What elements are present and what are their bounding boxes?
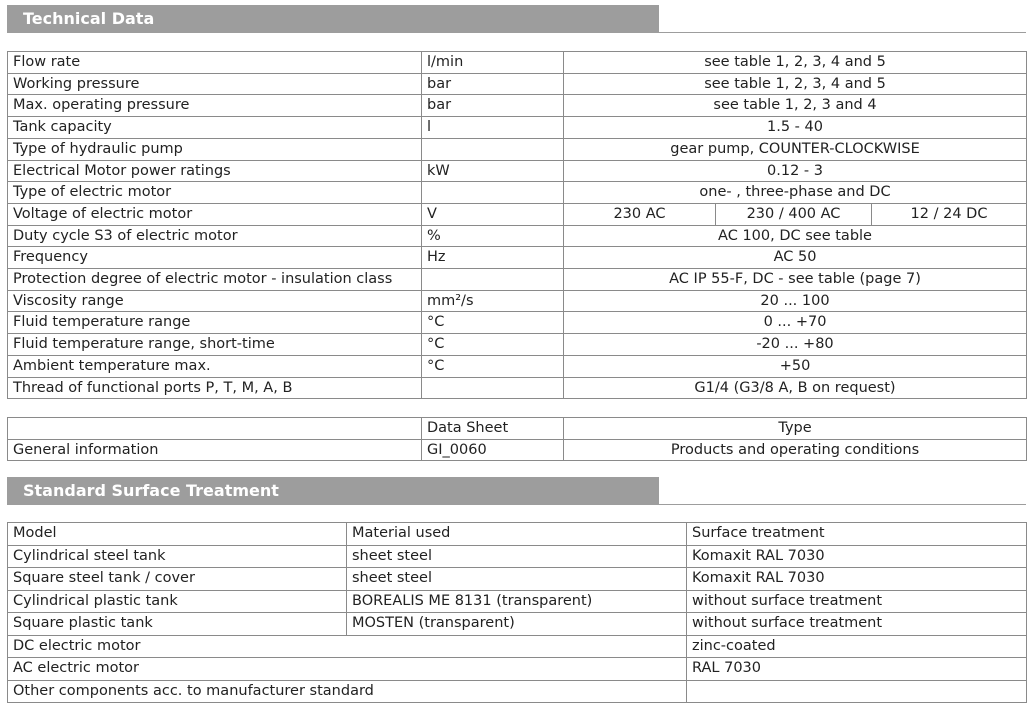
model-cell: Square steel tank / cover — [8, 568, 347, 591]
value-cell: -20 ... +80 — [564, 334, 1027, 356]
unit-cell: °C — [422, 312, 564, 334]
header-bar — [7, 477, 659, 505]
table-row — [8, 247, 1027, 269]
table-row — [8, 658, 1027, 681]
property-label: Flow rate — [8, 52, 422, 74]
property-label: Fluid temperature range, short-time — [8, 334, 422, 356]
treatment-cell: zinc-coated — [687, 635, 1027, 658]
value-cell: AC 50 — [564, 247, 1027, 269]
datasheet-table — [7, 417, 1027, 461]
header-rule — [659, 504, 1026, 505]
unit-cell: Hz — [422, 247, 564, 269]
table-row — [8, 312, 1027, 334]
unit-cell — [422, 138, 564, 160]
section-title: Standard Surface Treatment — [23, 481, 279, 500]
unit-cell: °C — [422, 355, 564, 377]
table-header-row — [8, 523, 1027, 546]
value-cell: 0.12 - 3 — [564, 160, 1027, 182]
value-cell: gear pump, COUNTER-CLOCKWISE — [564, 138, 1027, 160]
value-cell: see table 1, 2, 3 and 4 — [564, 95, 1027, 117]
unit-cell: bar — [422, 73, 564, 95]
table-row — [8, 355, 1027, 377]
table-row — [8, 680, 1027, 703]
table-row — [8, 138, 1027, 160]
value-cell: AC 100, DC see table — [564, 225, 1027, 247]
property-label: Working pressure — [8, 73, 422, 95]
model-cell: DC electric motor — [8, 635, 687, 658]
value-cell: 0 ... +70 — [564, 312, 1027, 334]
header-cell: Material used — [347, 523, 687, 546]
header-bar — [7, 5, 659, 33]
unit-cell: l/min — [422, 52, 564, 74]
property-label: Protection degree of electric motor - insulation class — [8, 269, 422, 291]
unit-cell: % — [422, 225, 564, 247]
property-label: Electrical Motor power ratings — [8, 160, 422, 182]
property-label: Tank capacity — [8, 117, 422, 139]
value-cell: one- , three-phase and DC — [564, 182, 1027, 204]
material-cell: BOREALIS ME 8131 (transparent) — [347, 590, 687, 613]
property-label: Duty cycle S3 of electric motor — [8, 225, 422, 247]
model-cell: Cylindrical steel tank — [8, 545, 347, 568]
technical-data-header — [7, 5, 1026, 33]
unit-cell: kW — [422, 160, 564, 182]
table-row — [8, 613, 1027, 636]
table-row — [8, 225, 1027, 247]
property-label: Viscosity range — [8, 290, 422, 312]
table-row — [8, 590, 1027, 613]
unit-cell — [422, 182, 564, 204]
value-cell: G1/4 (G3/8 A, B on request) — [564, 377, 1027, 399]
table-row — [8, 52, 1027, 74]
property-label: Fluid temperature range — [8, 312, 422, 334]
table-header-row — [8, 418, 1027, 440]
table-row — [8, 568, 1027, 591]
property-label: Voltage of electric motor — [8, 203, 422, 225]
model-cell: Other components acc. to manufacturer standard — [8, 680, 687, 703]
header-cell: Data Sheet — [422, 418, 564, 440]
table-row — [8, 269, 1027, 291]
treatment-cell: without surface treatment — [687, 590, 1027, 613]
technical-data-table — [7, 51, 1027, 399]
value-cell: +50 — [564, 355, 1027, 377]
table-row — [8, 73, 1027, 95]
table-row — [8, 439, 1027, 461]
model-cell: Square plastic tank — [8, 613, 347, 636]
table-row — [8, 203, 1027, 225]
type-cell: Products and operating conditions — [564, 439, 1027, 461]
model-cell: Cylindrical plastic tank — [8, 590, 347, 613]
treatment-cell: Komaxit RAL 7030 — [687, 545, 1027, 568]
treatment-cell: without surface treatment — [687, 613, 1027, 636]
value-cell: 230 AC — [564, 203, 716, 225]
material-cell: sheet steel — [347, 568, 687, 591]
value-cell: AC IP 55-F, DC - see table (page 7) — [564, 269, 1027, 291]
header-cell: Type — [564, 418, 1027, 440]
property-label: Max. operating pressure — [8, 95, 422, 117]
table-row — [8, 635, 1027, 658]
property-label: Frequency — [8, 247, 422, 269]
property-label: Type of electric motor — [8, 182, 422, 204]
property-label: Type of hydraulic pump — [8, 138, 422, 160]
value-cell: see table 1, 2, 3, 4 and 5 — [564, 73, 1027, 95]
unit-cell — [422, 377, 564, 399]
value-cell: see table 1, 2, 3, 4 and 5 — [564, 52, 1027, 74]
surface-treatment-header — [7, 477, 1026, 505]
table-row — [8, 545, 1027, 568]
unit-cell — [422, 269, 564, 291]
property-label: Thread of functional ports P, T, M, A, B — [8, 377, 422, 399]
table-row — [8, 377, 1027, 399]
table-row — [8, 290, 1027, 312]
value-cell: 230 / 400 AC — [716, 203, 872, 225]
unit-cell: mm²/s — [422, 290, 564, 312]
header-cell: Model — [8, 523, 347, 546]
unit-cell: V — [422, 203, 564, 225]
table-row — [8, 95, 1027, 117]
label-cell: General information — [8, 439, 422, 461]
unit-cell: l — [422, 117, 564, 139]
treatment-cell: RAL 7030 — [687, 658, 1027, 681]
table-row — [8, 334, 1027, 356]
material-cell: MOSTEN (transparent) — [347, 613, 687, 636]
header-cell: Surface treatment — [687, 523, 1027, 546]
value-cell: 1.5 - 40 — [564, 117, 1027, 139]
material-cell: sheet steel — [347, 545, 687, 568]
treatment-cell — [687, 680, 1027, 703]
value-cell: 20 ... 100 — [564, 290, 1027, 312]
unit-cell: bar — [422, 95, 564, 117]
property-label: Ambient temperature max. — [8, 355, 422, 377]
table-row — [8, 160, 1027, 182]
table-row — [8, 117, 1027, 139]
table-row — [8, 182, 1027, 204]
header-rule — [659, 32, 1026, 33]
surface-treatment-table — [7, 522, 1027, 703]
unit-cell: °C — [422, 334, 564, 356]
treatment-cell: Komaxit RAL 7030 — [687, 568, 1027, 591]
model-cell: AC electric motor — [8, 658, 687, 681]
datasheet-id-cell: GI_0060 — [422, 439, 564, 461]
section-title: Technical Data — [23, 9, 155, 28]
value-cell: 12 / 24 DC — [872, 203, 1027, 225]
header-cell — [8, 418, 422, 440]
